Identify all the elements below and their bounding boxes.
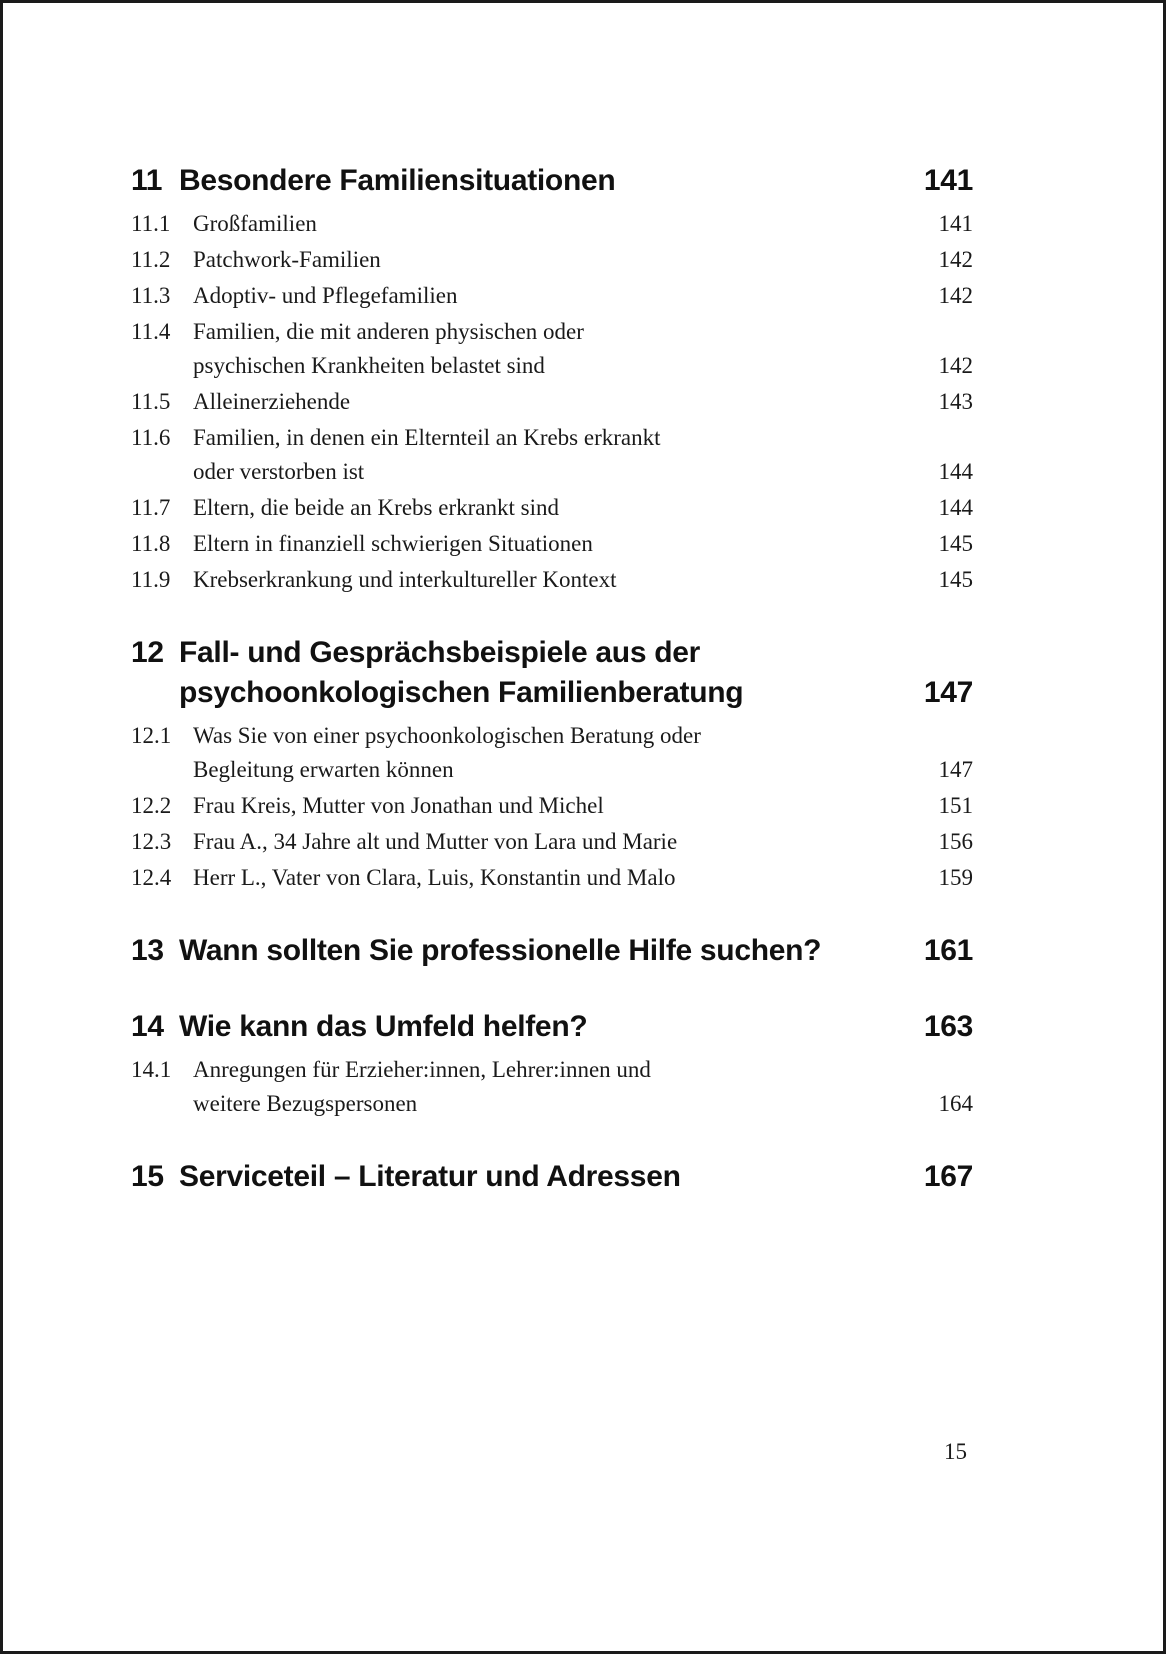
toc-section-number: 12.1 — [131, 723, 172, 748]
toc-block — [131, 633, 973, 895]
table-of-contents — [131, 161, 973, 1203]
toc-section-entry[interactable] — [131, 385, 973, 419]
toc-section-title — [193, 279, 895, 313]
toc-section-number: 11.6 — [131, 425, 171, 450]
toc-section-title-line: Was Sie von einer psychoonkologischen Beratung oder — [193, 723, 701, 748]
toc-section-number: 11.8 — [131, 531, 171, 556]
toc-section-title-line: psychischen Krankheiten belastet sind — [193, 353, 545, 378]
toc-section-entry[interactable] — [131, 563, 973, 597]
toc-section-title — [193, 421, 895, 489]
toc-chapter-number: 11 — [131, 164, 163, 197]
toc-section-title-line: Frau A., 34 Jahre alt und Mutter von Lara und Marie — [193, 829, 678, 854]
toc-section-page-number: 142 — [938, 283, 973, 308]
toc-chapter-title — [179, 931, 895, 971]
toc-chapter-title-line: Fall- und Gesprächsbeispiele aus der — [179, 636, 701, 669]
toc-block — [131, 161, 973, 597]
toc-section-title-line: Patchwork-Familien — [193, 247, 381, 272]
toc-section-entry[interactable] — [131, 825, 973, 859]
toc-section-entry[interactable] — [131, 243, 973, 277]
toc-section-title — [193, 207, 895, 241]
toc-chapter-number: 13 — [131, 934, 164, 967]
toc-section-page-number: 151 — [938, 793, 973, 818]
toc-chapter-title — [179, 1007, 895, 1047]
toc-section-title-line: Großfamilien — [193, 211, 317, 236]
toc-section-title-line: Eltern in finanziell schwierigen Situationen — [193, 531, 593, 556]
toc-section-page-number: 142 — [938, 353, 973, 378]
toc-section-title — [193, 491, 895, 525]
toc-section-title-line: Frau Kreis, Mutter von Jonathan und Michel — [193, 793, 604, 818]
toc-chapter-page-number: 167 — [923, 1160, 973, 1193]
toc-chapter-number: 15 — [131, 1160, 164, 1193]
toc-section-entry[interactable] — [131, 527, 973, 561]
toc-section-page-number: 164 — [938, 1091, 973, 1116]
toc-chapter-entry[interactable] — [131, 1157, 973, 1197]
toc-section-page-number: 144 — [938, 459, 973, 484]
toc-section-page-number: 147 — [938, 757, 973, 782]
toc-section-title-line: weitere Bezugspersonen — [193, 1091, 418, 1116]
toc-section-title-line: Krebserkrankung und interkultureller Kontext — [193, 567, 617, 592]
toc-block — [131, 931, 973, 971]
toc-section-title-line: Eltern, die beide an Krebs erkrankt sind — [193, 495, 559, 520]
toc-chapter-title-line: Wann sollten Sie professionelle Hilfe suchen? — [179, 934, 822, 967]
page-folio: 15 — [944, 1439, 967, 1464]
toc-chapter-entry[interactable] — [131, 1007, 973, 1047]
toc-section-number: 11.5 — [131, 389, 171, 414]
toc-chapter-title-line: Serviceteil – Literatur und Adressen — [179, 1160, 681, 1193]
toc-section-number: 14.1 — [131, 1057, 172, 1082]
toc-chapter-page-number: 147 — [923, 676, 973, 709]
toc-section-page-number: 141 — [938, 211, 973, 236]
toc-chapter-title-line: psychoonkologischen Familienberatung — [179, 676, 744, 709]
toc-section-entry[interactable] — [131, 207, 973, 241]
toc-section-title — [193, 789, 895, 823]
toc-section-page-number: 145 — [938, 567, 973, 592]
toc-section-title-line: Herr L., Vater von Clara, Luis, Konstantin und Malo — [193, 865, 676, 890]
toc-section-number: 11.4 — [131, 319, 171, 344]
toc-chapter-title — [179, 1157, 895, 1197]
toc-chapter-title — [179, 161, 895, 201]
toc-chapter-number: 12 — [131, 636, 164, 669]
toc-block — [131, 1007, 973, 1121]
toc-block — [131, 1157, 973, 1197]
toc-section-page-number: 145 — [938, 531, 973, 556]
toc-section-title — [193, 1053, 895, 1121]
toc-section-title — [193, 563, 895, 597]
toc-section-entry[interactable] — [131, 789, 973, 823]
toc-section-number: 11.3 — [131, 283, 171, 308]
toc-chapter-entry[interactable] — [131, 633, 973, 713]
toc-section-title — [193, 385, 895, 419]
toc-chapter-page-number: 161 — [923, 934, 973, 967]
toc-chapter-title — [179, 633, 895, 713]
toc-section-title-line: Alleinerziehende — [193, 389, 351, 414]
toc-section-page-number: 156 — [938, 829, 973, 854]
toc-section-title-line: Begleitung erwarten können — [193, 757, 454, 782]
toc-section-number: 11.9 — [131, 567, 171, 592]
toc-section-title — [193, 861, 895, 895]
toc-section-entry[interactable] — [131, 491, 973, 525]
toc-section-number: 12.3 — [131, 829, 172, 854]
toc-section-title-line: Familien, die mit anderen physischen oder — [193, 319, 584, 344]
toc-section-entry[interactable] — [131, 719, 973, 787]
toc-section-page-number: 159 — [938, 865, 973, 890]
toc-chapter-entry[interactable] — [131, 931, 973, 971]
toc-section-title-line: Familien, in denen ein Elternteil an Krebs erkrankt — [193, 425, 661, 450]
toc-section-title-line: Anregungen für Erzieher:innen, Lehrer:innen und — [193, 1057, 651, 1082]
toc-section-number: 11.7 — [131, 495, 171, 520]
toc-chapter-page-number: 141 — [923, 164, 973, 197]
toc-section-title — [193, 243, 895, 277]
toc-section-title — [193, 825, 895, 859]
toc-chapter-page-number: 163 — [923, 1010, 973, 1043]
toc-section-title-line: Adoptiv- und Pflegefamilien — [193, 283, 458, 308]
toc-section-number: 12.2 — [131, 793, 172, 818]
toc-section-number: 11.2 — [131, 247, 171, 272]
toc-section-entry[interactable] — [131, 279, 973, 313]
toc-section-entry[interactable] — [131, 315, 973, 383]
toc-section-number: 11.1 — [131, 211, 171, 236]
toc-chapter-number: 14 — [131, 1010, 164, 1043]
toc-chapter-title-line: Besondere Familiensituationen — [179, 164, 616, 197]
toc-section-page-number: 143 — [938, 389, 973, 414]
toc-section-entry[interactable] — [131, 1053, 973, 1121]
toc-section-title — [193, 527, 895, 561]
toc-section-entry[interactable] — [131, 421, 973, 489]
toc-chapter-title-line: Wie kann das Umfeld helfen? — [179, 1010, 588, 1043]
toc-section-entry[interactable] — [131, 861, 973, 895]
toc-section-title — [193, 315, 895, 383]
toc-section-title-line: oder verstorben ist — [193, 459, 365, 484]
toc-section-page-number: 144 — [938, 495, 973, 520]
toc-section-page-number: 142 — [938, 247, 973, 272]
toc-section-title — [193, 719, 895, 787]
toc-chapter-entry[interactable] — [131, 161, 973, 201]
toc-section-number: 12.4 — [131, 865, 172, 890]
